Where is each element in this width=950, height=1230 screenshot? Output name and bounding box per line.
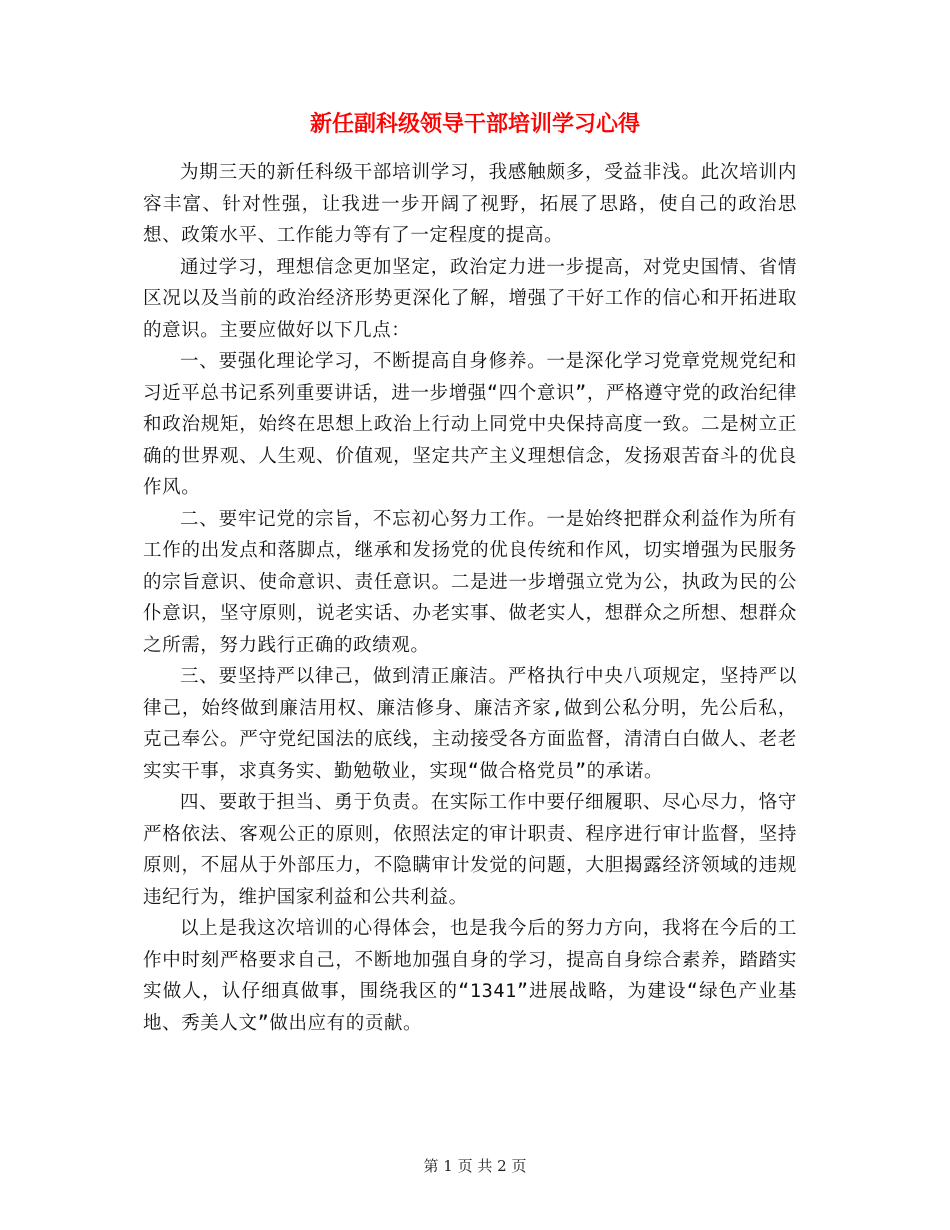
page-footer: 第 1 页 共 2 页 <box>423 1157 527 1175</box>
paragraph-intro: 为期三天的新任科级干部培训学习，我感触颇多，受益非浅。此次培训内容丰富、针对性强，让我进一步开阔了视野，拓展了思路，使自己的政治思想、政策水平、工作能力等有了一定程度的提高。 <box>143 162 797 246</box>
paragraph-point-2: 二、要牢记党的宗旨，不忘初心努力工作。一是始终把群众利益作为所有工作的出发点和落脚点，继承和发扬党的优良传统和作风，切实增强为民服务的宗旨意识、使命意识、责任意识。二是进一步增强立党为公，执政为民的公仆意识，坚守原则，说老实话、办老实事、做老实人，想群众之所想、想群众之所需，努力践行正确的政绩观。 <box>143 508 797 656</box>
paragraph-point-4: 四、要敢于担当、勇于负责。在实际工作中要仔细履职、尽心尽力，恪守严格依法、客观公正的原则，依照法定的审计职责、程序进行审计监督，坚持原则，不屈从于外部压力，不隐瞒审计发觉的问题，大胆揭露经济领域的违规违纪行为，维护国家利益和公共利益。 <box>143 792 797 908</box>
document-body <box>143 157 797 1039</box>
paragraph-summary: 通过学习，理想信念更加坚定，政治定力进一步提高，对党史国情、省情区况以及当前的政治经济形势更深化了解，增强了干好工作的信心和开拓进取的意识。主要应做好以下几点： <box>143 256 797 341</box>
paragraph-point-1: 一、要强化理论学习，不断提高自身修养。一是深化学习党章党规党纪和习近平总书记系列重要讲话，进一步增强“四个意识”，严格遵守党的政治纪律和政治规矩，始终在思想上政治上行动上同党中央保持高度一致。二是树立正确的世界观、人生观、价值观，坚定共产主义理想信念，发扬艰苦奋斗的优良作风。 <box>143 351 797 498</box>
paragraph-point-3: 三、要坚持严以律己，做到清正廉洁。严格执行中央八项规定，坚持严以律己，始终做到廉洁用权、廉洁修身、廉洁齐家,做到公私分明，先公后私，克己奉公。严守党纪国法的底线，主动接受各方面监督，清清白白做人、老老实实干事，求真务实、勤勉敬业，实现“做合格党员”的承诺。 <box>143 666 797 782</box>
document-title: 新任副科级领导干部培训学习心得 <box>309 111 640 137</box>
paragraph-conclusion: 以上是我这次培训的心得体会，也是我今后的努力方向，我将在今后的工作中时刻严格要求自己，不断地加强自身的学习，提高自身综合素养，踏踏实实做人，认仔细真做事，围绕我区的“1341”进展战略，为建设“绿色产业基地、秀美人文”做出应有的贡献。 <box>143 918 797 1034</box>
